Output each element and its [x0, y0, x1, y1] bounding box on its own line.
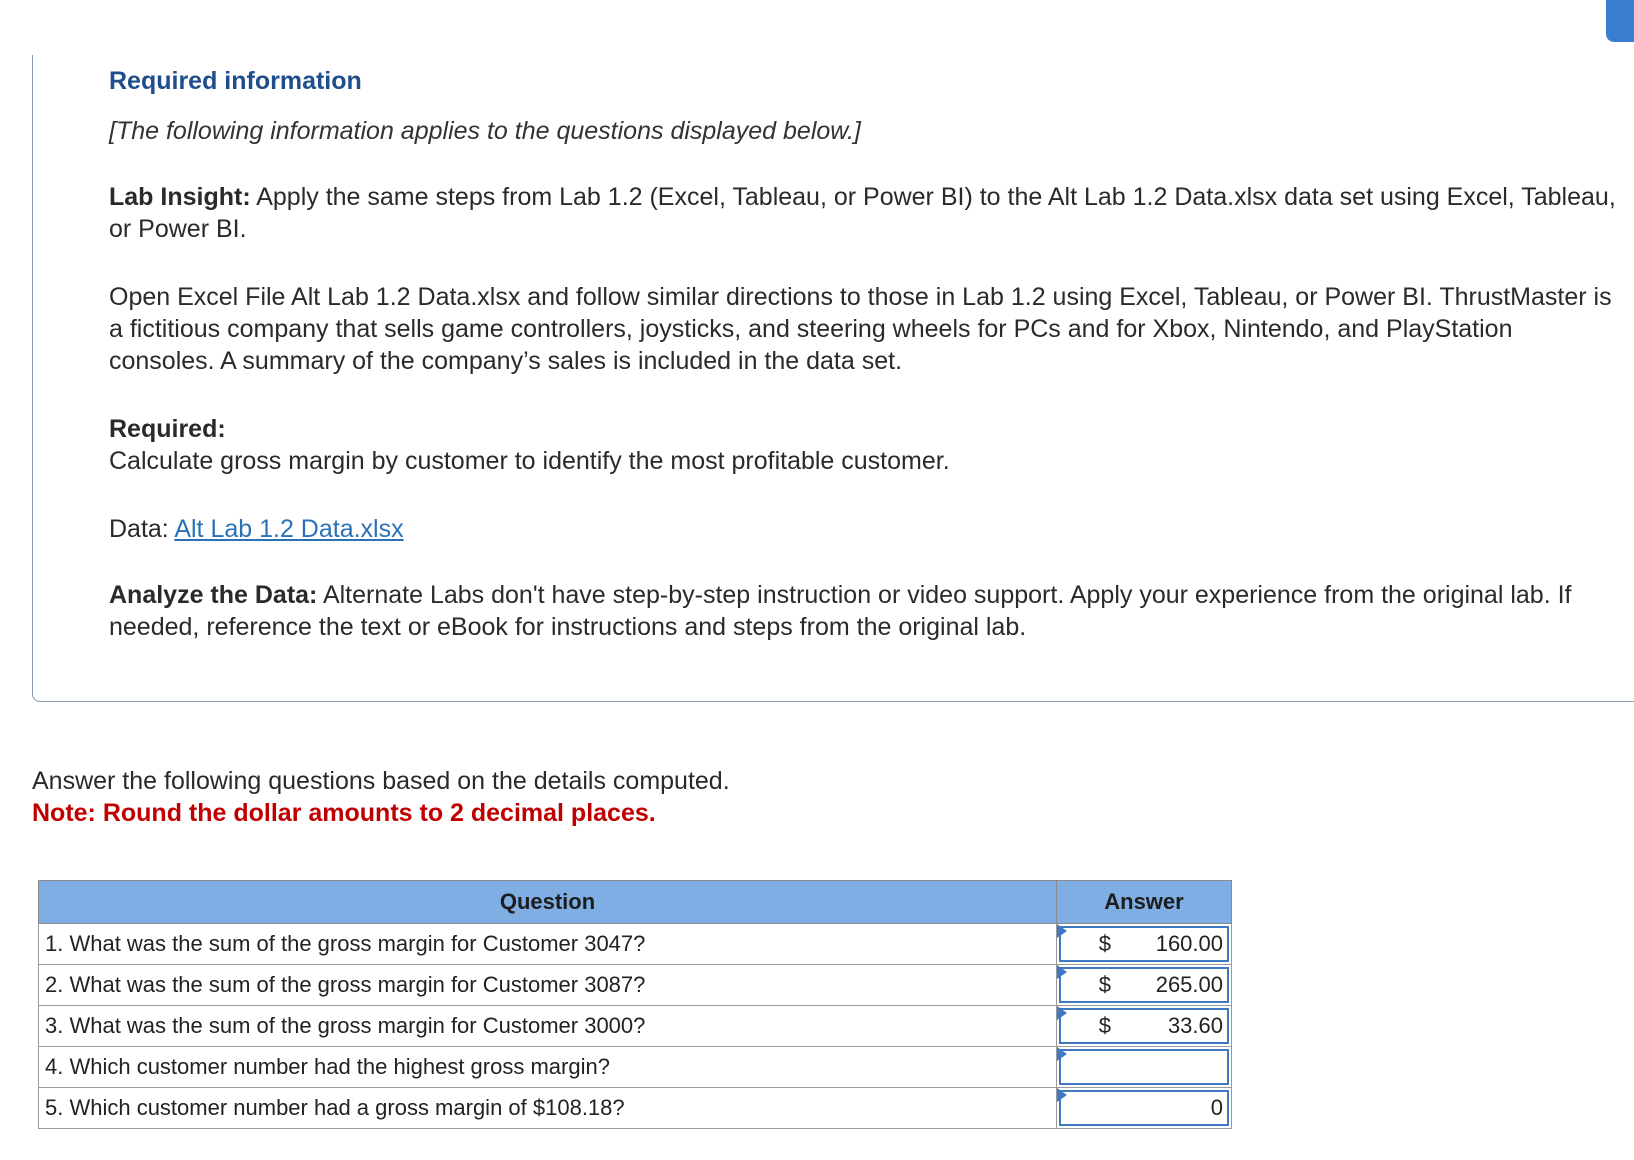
table-row: [39, 924, 1232, 965]
analyze-label: Analyze the Data:: [109, 581, 318, 609]
required-paragraph: [109, 413, 1619, 477]
lab-insight-paragraph: [109, 181, 1619, 245]
lab-insight-label: Lab Insight:: [109, 183, 251, 211]
question-column-header: Question: [39, 881, 1057, 924]
lab-insight-text: Apply the same steps from Lab 1.2 (Excel, Tableau, or Power BI) to the Alt Lab 1.2 Data.xlsx data set using Excel, Tableau, or Power BI.: [109, 183, 1616, 243]
info-content: [109, 65, 1619, 643]
required-information-subtitle: [The following information applies to the questions displayed below.]: [109, 117, 861, 145]
question-cell: 4. Which customer number had the highest gross margin?: [39, 1047, 1057, 1088]
answer-cell: [1057, 1047, 1232, 1088]
table-row: [39, 965, 1232, 1006]
answer-cell: [1057, 965, 1232, 1006]
table-row: [39, 1047, 1232, 1088]
corner-tab[interactable]: [1606, 0, 1634, 42]
answer-value: 33.60: [1167, 1013, 1223, 1038]
answer-cell: [1057, 1088, 1232, 1129]
required-text: Calculate gross margin by customer to identify the most profitable customer.: [109, 447, 950, 475]
answer-cell: [1057, 1006, 1232, 1047]
answer-cell: [1057, 924, 1232, 965]
answer-value: 0: [1210, 1095, 1223, 1120]
question-answer-table: [38, 880, 1232, 1129]
analyze-paragraph: [109, 579, 1619, 643]
table-header-row: [39, 881, 1232, 924]
answer-input[interactable]: [1059, 1049, 1229, 1085]
analyze-text: Alternate Labs don't have step-by-step instruction or video support. Apply your experience from the original lab. If needed, reference the text or eBook for instructions and steps from the original lab.: [109, 581, 1572, 641]
question-cell: 5. Which customer number had a gross margin of $108.18?: [39, 1088, 1057, 1129]
table-row: [39, 1006, 1232, 1047]
required-information-title: Required information: [109, 67, 362, 95]
answer-input[interactable]: [1059, 1090, 1229, 1126]
answer-value: 160.00: [1155, 931, 1223, 956]
answer-value: 265.00: [1155, 972, 1223, 997]
data-label: Data:: [109, 515, 175, 543]
dollar-prefix: $: [1098, 1013, 1111, 1038]
answer-input[interactable]: [1059, 967, 1229, 1003]
question-cell: 3. What was the sum of the gross margin for Customer 3000?: [39, 1006, 1057, 1047]
question-cell: 2. What was the sum of the gross margin for Customer 3087?: [39, 965, 1057, 1006]
answer-input[interactable]: [1059, 926, 1229, 962]
answer-column-header: Answer: [1057, 881, 1232, 924]
answer-instructions: Answer the following questions based on the details computed.: [32, 767, 730, 795]
dollar-prefix: $: [1098, 972, 1111, 997]
required-label: Required:: [109, 415, 226, 443]
table-row: [39, 1088, 1232, 1129]
open-excel-paragraph: Open Excel File Alt Lab 1.2 Data.xlsx and follow similar directions to those in Lab 1.2 using Excel, Tableau, or Power BI. ThrustMaster is a fictitious company that sells game controllers, joysticks, and steering wheels for PCs and for Xbox, Nintendo, and PlayStation consoles. A summary of the company’s sales is included in the data set.: [109, 283, 1612, 375]
data-paragraph: [109, 513, 1619, 545]
question-cell: 1. What was the sum of the gross margin for Customer 3047?: [39, 924, 1057, 965]
dollar-prefix: $: [1098, 931, 1111, 956]
data-file-link[interactable]: Alt Lab 1.2 Data.xlsx: [174, 515, 404, 543]
answer-input[interactable]: [1059, 1008, 1229, 1044]
required-information-panel: [32, 55, 1634, 702]
rounding-note: Note: Round the dollar amounts to 2 decimal places.: [32, 799, 656, 827]
